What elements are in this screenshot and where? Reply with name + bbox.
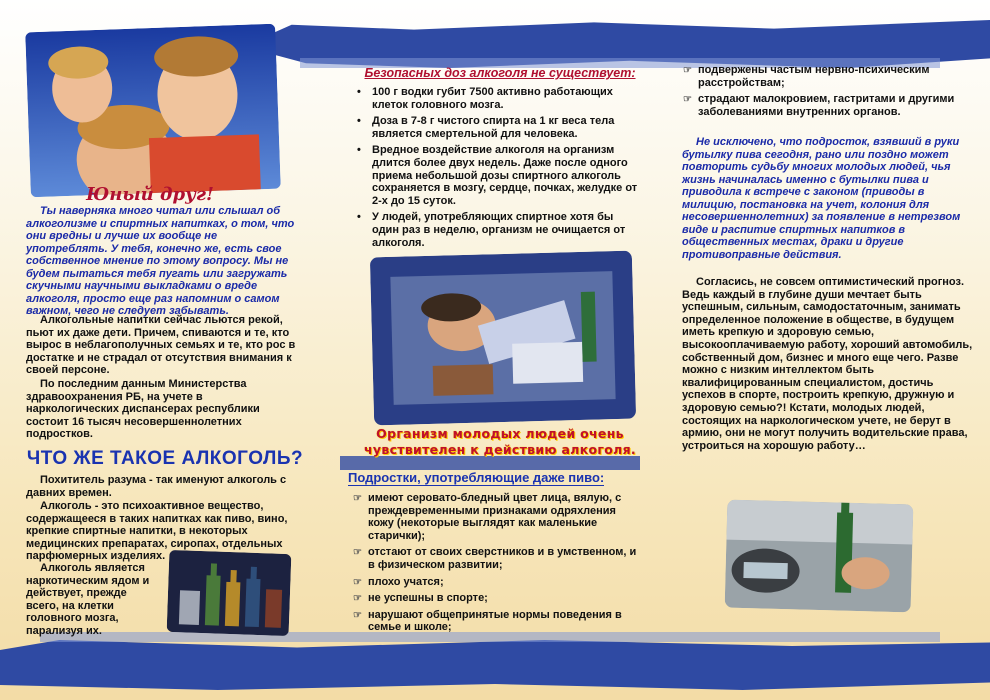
pointing-hand-icon: ☞: [353, 609, 362, 621]
section-title-what-is-alcohol: ЧТО ЖЕ ТАКОЕ АЛКОГОЛЬ?: [26, 448, 304, 469]
list-item: ☞ не успешны в спорте;: [353, 592, 488, 605]
photo-bottles: [167, 550, 292, 636]
list-item: • Доза в 7-8 г чистого спирта на 1 кг веса тела является смертельной для человека.: [357, 115, 615, 140]
paragraph-definition: Алкоголь - это психоактивное вещество, содержащееся в таких напитках как пиво, вино, крепкие спиртные напитки, в некоторых медицинских препаратах, сиропах, отдельных парфюмерных изделиях.: [26, 500, 288, 563]
pointing-hand-icon: ☞: [353, 493, 362, 504]
bullet-icon: •: [357, 115, 361, 128]
callout-sensitive: Организм молодых людей очень чувствителен к действию алкоголя.: [364, 426, 636, 457]
bullet-icon: •: [357, 144, 361, 157]
list-item: ☞ плохо учатся;: [353, 575, 444, 588]
greeting-heading: Юный друг!: [86, 184, 214, 205]
column-right: [670, 0, 980, 700]
paragraph-statistics: По последним данным Министерства здравоохранения РБ, на учете в наркологических диспансерах республики состоит 16 тысяч несовершеннолетних подростков.: [26, 378, 260, 441]
list-item: ☞ отстают от своих сверстников и в умственном, и в физическом развитии;: [353, 546, 637, 571]
photo-drunk-teen: [370, 251, 636, 426]
pointing-hand-icon: ☞: [683, 94, 692, 106]
pointing-hand-icon: ☞: [353, 547, 362, 559]
column-middle: [330, 0, 660, 700]
pointing-hand-icon: ☞: [683, 65, 692, 76]
paragraph-prognosis: Согласись, не совсем оптимистический прогноз. Ведь каждый в глубине души мечтает быть успешным, сильным, самодостаточным, занимать определенное положение в обществе, в будущем иметь крепкую и здоровую семью, высокооплачиваемую работу, хороший автомобиль, собственный дом, бизнес и много еще чего. Разве можно с низким интеллектом быть квалифицированным специалистом, достичь успехов в спорте, построить крепкую, дружную и здоровую семью?! Кстати, молодых людей, состоящих на наркологическом учете, не берут в армию, они не могут получить водительские права, устроиться на хорошую работу…: [682, 276, 973, 452]
section-title-teens-beer: Подростки, употребляющие даже пиво:: [348, 470, 605, 485]
paragraph-thief-of-mind: Похититель разума - так именуют алкоголь с давних времен.: [26, 474, 287, 499]
list-teens-beer: [348, 492, 640, 634]
list-item: ☞ имеют серовато-бледный цвет лица, вялую, с преждевременными признаками одряхления кожу (некоторые выглядят как маленькие старички);: [353, 492, 622, 542]
pointing-hand-icon: ☞: [353, 593, 362, 605]
list-item: • У людей, употребляющих спиртное хотя бы один раз в неделю, организм не очищается от алкоголя.: [357, 211, 626, 249]
section-title-no-safe-doses: Безопасных доз алкоголя не существует:: [364, 66, 636, 80]
paragraph-poison: Алкоголь является наркотическим ядом и действует, прежде всего, на клетки головного мозга, парализуя их.: [26, 562, 150, 637]
list-item: ☞ страдают малокровием, гастритами и другими заболеваниями внутренних органов.: [683, 93, 955, 118]
intro-paragraph: Ты наверняка много читал или слышал об алкоголизме и спиртных напитках, о том, что они вредны и лучше их вообще не употреблять. У тебя, конечно же, есть свое собственное мнение по этому вопросу. Мы не будем пытаться тебя пугать или загружать скучными научными выкладками о вреде алкоголя, просто еще раз напомним о самом важном, чего не следует забывать.: [26, 205, 295, 317]
paragraph-future-fate: Не исключено, что подросток, взявший в руки бутылку пива сегодня, рано или поздно может повторить судьбу многих молодых людей, чья жизнь начиналась именно с бутылки пива и приводила к встрече с законом (приводы в милицию, постановка на учет, колония для несовершеннолетних) за появление в нетрезвом виде и распитие спиртных напитков в общественных местах, драки и другие противоправные действия.: [682, 136, 961, 261]
pointing-hand-icon: ☞: [353, 576, 362, 588]
photo-boys: [25, 24, 281, 198]
list-no-safe-doses: [352, 86, 642, 249]
list-teens-beer-continued: [678, 64, 978, 118]
list-item: • 100 г водки губит 7500 активно работающих клеток головного мозга.: [357, 86, 613, 111]
bullet-icon: •: [357, 86, 361, 98]
list-item: ☞ нарушают общепринятые нормы поведения в семье и школе;: [353, 608, 622, 634]
list-item: • Вредное воздействие алкоголя на организм длится более двух недель. Даже после одного приема небольшой дозы спиртного алкоголь сохраняется в мозгу, сердце, почках, желудке от 2-х до 15 суток.: [357, 144, 638, 207]
column-left: [0, 0, 310, 700]
bullet-icon: •: [357, 211, 361, 224]
photo-driver-bottle: [725, 500, 914, 613]
paragraph-alcohol-flow: Алкогольные напитки сейчас льются рекой, пьют их даже дети. Причем, спиваются и те, кто вырос в неблагополучных семьях и те, кто рос в достатке и не страдал от отсутствия внимания к своей персоне.: [26, 314, 296, 377]
list-item: ☞ подвержены частым нервно-психическим расстройствам;: [683, 64, 930, 89]
